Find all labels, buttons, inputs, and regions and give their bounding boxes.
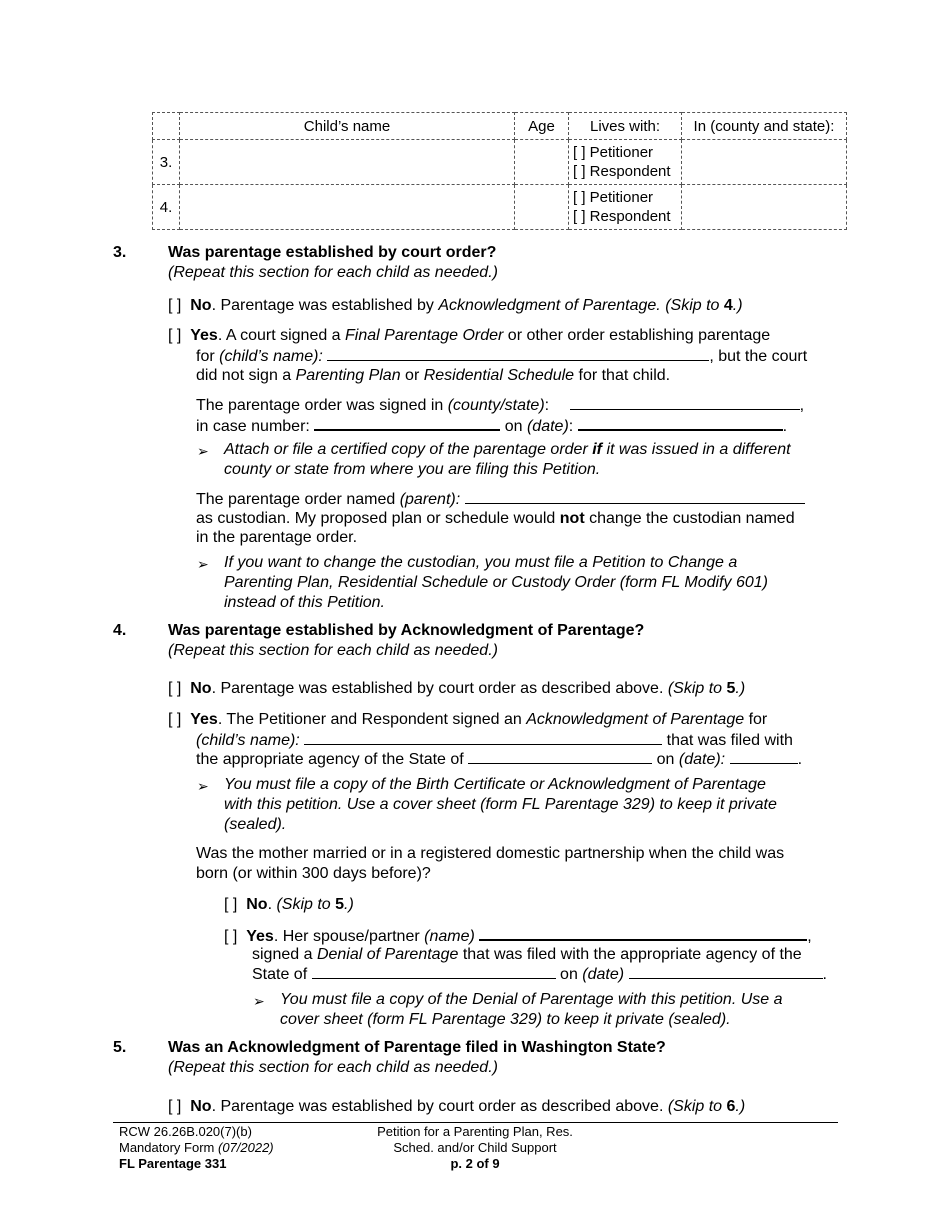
row-number: 3. [153,140,180,185]
s3-no-text: . Parentage was established by [211,297,439,314]
s3-bullet1-line1 [224,440,791,460]
s4-state-field[interactable] [468,749,652,764]
s4-filed-with: that was filed with [662,732,793,749]
s3-yes-text2: or other order establishing parentage [503,327,771,344]
age-cell[interactable] [515,140,569,185]
s3-order-signed [196,395,804,416]
section-5-title: Was an Acknowledgment of Parentage filed in Washington State? [168,1039,666,1056]
s3-case-number-label: in case number: [196,418,315,435]
footer-form-date: (07/2022) [217,1140,274,1155]
s3-yes-checkbox[interactable]: [ ] [168,327,182,344]
s4-filed-agency: that was filed with the appropriate agency of the [458,946,802,963]
s3-county-state-label: (county/state) [447,397,545,414]
footer-center [340,1124,610,1172]
s3-childs-name-field[interactable] [327,346,709,361]
s4-on: on [652,751,679,768]
s3-childs-name-label: (child’s name): [219,348,323,365]
s4-mother-yes-line3 [252,964,827,985]
s3-for-that-child: for that child. [574,367,671,384]
lives-with-cell [569,185,682,230]
s4-yes-label: Yes [190,711,218,728]
petitioner-checkbox[interactable]: [ ] Petitioner [573,144,654,161]
s5-no-checkbox[interactable]: [ ] [168,1098,182,1115]
s3-parent-label: (parent): [399,491,461,508]
s4-no-skip: (Skip to [667,680,727,697]
s4-signed-a: signed a [252,946,317,963]
s4-yes-line3 [196,749,802,770]
s3-case-number-field[interactable] [314,415,500,431]
s4-no-skip-num: 5 [726,680,736,697]
childs-name-cell[interactable] [180,140,515,185]
s4-no-option [168,679,745,699]
s4-bullet1-line2: with this petition. Use a cover sheet (form FL Parentage 329) to keep it private [224,796,777,813]
arrow-bullet-icon: ➢ [253,993,265,1009]
s3-yes-line2 [196,346,807,367]
s3-date-label: (date) [526,418,569,435]
s4-mother-line1: Was the mother married or in a registered domestic partnership when the child was [196,845,785,862]
s4-mother-yes-label: Yes [246,928,274,945]
s4-mother-no-dot: . [267,896,277,913]
s3-case-number [196,415,787,437]
s4-mother-no-end: .) [344,896,354,913]
s4-spouse-name-field[interactable] [479,925,807,941]
table-header-row [153,113,847,140]
section-5-subtitle: (Repeat this section for each child as needed.) [168,1059,498,1076]
footer-rule [113,1122,838,1123]
s3-period: . [782,418,788,435]
children-table [152,112,847,230]
s3-not: not [559,510,585,527]
s4-mother-no-checkbox[interactable]: [ ] [224,896,238,913]
s5-no-end: .) [735,1098,746,1115]
header-lives-with: Lives with: [569,113,682,140]
s4-state-of: State of [252,966,312,983]
county-state-cell[interactable] [682,140,847,185]
s4-name-label: (name) [424,928,475,945]
s5-no-text: . Parentage was established by court order as described above. [211,1098,668,1115]
s3-yes-label: Yes [190,327,218,344]
s4-yes-checkbox[interactable]: [ ] [168,711,182,728]
header-county-state: In (county and state): [682,113,847,140]
s3-order-named [196,489,805,510]
s4-yes-italic: Acknowledgment of Parentage [526,711,745,728]
s4-yes-text: . The Petitioner and Respondent signed an [217,711,527,728]
section-5-number: 5. [113,1039,127,1056]
s3-on: on [500,418,527,435]
s3-custodian-line1 [196,509,795,529]
lives-with-cell [569,140,682,185]
s3-comma: , [799,397,805,414]
s4-date-field[interactable] [730,749,798,764]
table-row [153,185,847,230]
s3-but-court: , but the court [709,348,808,365]
s3-yes-italic: Final Parentage Order [345,327,504,344]
s4-mother-line2: born (or within 300 days before)? [196,865,431,882]
s3-bullet2-line1: If you want to change the custodian, you must file a Petition to Change a [224,554,738,571]
s4-bullet1-line3: (sealed). [224,816,287,833]
s4-bullet1-line1: You must file a copy of the Birth Certificate or Acknowledgment of Parentage [224,776,766,793]
s3-yes-text: . A court signed a [217,327,346,344]
s4-denial-date-field[interactable] [629,964,823,979]
s5-no-option [168,1097,745,1117]
s4-denial-on: on [555,966,583,983]
page-number: p. 2 of 9 [450,1156,500,1171]
s3-custodian-line2: in the parentage order. [196,529,358,546]
s4-childs-name-field[interactable] [304,730,662,745]
s4-yes-option [168,710,767,730]
header-childs-name: Child’s name [180,113,515,140]
s3-date-field[interactable] [578,415,783,431]
s3-order-signed-text: The parentage order was signed in [196,397,448,414]
county-state-cell[interactable] [682,185,847,230]
header-num [153,113,180,140]
s4-denial-period: . [822,966,827,983]
s4-no-text: . Parentage was established by court order as described above. [211,680,668,697]
s4-denial-of-parentage: Denial of Parentage [316,946,459,963]
s4-comma: , [807,928,812,945]
s3-date-colon: : [568,418,574,435]
footer-title1: Petition for a Parenting Plan, Res. [377,1124,573,1139]
s3-no-label: No [190,297,212,314]
s4-denial-date-label: (date) [582,966,625,983]
s3-for: for [196,348,220,365]
s4-mother-yes-checkbox[interactable]: [ ] [224,928,238,945]
s3-yes-option [168,326,770,346]
s4-mother-yes-line2 [252,945,802,965]
s3-no-skip: . (Skip to [656,297,724,314]
s3-bullet2-line3: instead of this Petition. [224,594,385,611]
footer-form-id: FL Parentage 331 [119,1156,227,1171]
s5-no-label: No [190,1098,212,1115]
s3-parent-field[interactable] [465,489,805,504]
footer-left [119,1124,274,1172]
section-4-subtitle: (Repeat this section for each child as needed.) [168,642,498,659]
section-4-number: 4. [113,622,127,639]
footer-mandatory-text: Mandatory Form [119,1140,218,1155]
section-3-title: Was parentage established by court order? [168,244,497,261]
section-3-subtitle: (Repeat this section for each child as needed.) [168,264,498,281]
s4-mother-no-option [224,895,354,915]
s4-period: . [797,751,803,768]
s3-no-italic: Acknowledgment of Parentage [438,297,657,314]
s3-custodian-text2: change the custodian named [584,510,795,527]
s4-no-checkbox[interactable]: [ ] [168,680,182,697]
s4-mother-no-label: No [246,896,268,913]
s4-childs-name-label: (child’s name): [196,732,300,749]
s3-no-checkbox[interactable]: [ ] [168,297,182,314]
s4-agency-text: the appropriate agency of the State of [196,751,469,768]
s3-did-not-sign: did not sign a [196,367,296,384]
s4-denial-state-field[interactable] [312,964,556,979]
s4-no-end: .) [735,680,746,697]
s3-county-state-field[interactable] [570,395,800,410]
s4-no-label: No [190,680,212,697]
s4-date-label: (date): [678,751,726,768]
s3-no-skip-num: 4 [723,297,733,314]
arrow-bullet-icon: ➢ [197,443,209,459]
s3-colon: : [544,397,550,414]
childs-name-cell[interactable] [180,185,515,230]
s4-mother-no-skip-num: 5 [335,896,345,913]
section-4-title: Was parentage established by Acknowledgment of Parentage? [168,622,645,639]
petitioner-checkbox[interactable]: [ ] Petitioner [573,189,654,206]
s4-bullet2-line2: cover sheet (form FL Parentage 329) to keep it private (sealed). [280,1011,731,1028]
arrow-bullet-icon: ➢ [197,778,209,794]
table-row [153,140,847,185]
s5-no-skip: (Skip to [667,1098,727,1115]
s3-custodian-text: as custodian. My proposed plan or schedule would [196,510,560,527]
s3-or: or [400,367,424,384]
footer-rcw: RCW 26.26B.020(7)(b) [119,1124,252,1139]
s3-bullet2-line2: Parenting Plan, Residential Schedule or Custody Order (form FL Modify 601) [224,574,768,591]
s4-yes-line2 [196,730,793,751]
s3-bullet1-text2: it was issued in a different [602,441,791,458]
s3-bullet1-text: Attach or file a certified copy of the parentage order [224,441,593,458]
footer-mandatory [119,1140,274,1156]
s3-no-end: .) [732,297,743,314]
s5-no-skip-num: 6 [726,1098,736,1115]
arrow-bullet-icon: ➢ [197,556,209,572]
footer-title2: Sched. and/or Child Support [393,1140,557,1155]
section-3-number: 3. [113,244,127,261]
respondent-checkbox[interactable]: [ ] Respondent [573,208,671,225]
row-number: 4. [153,185,180,230]
s3-bullet1-if: if [592,441,602,458]
s4-mother-no-skip: (Skip to [276,896,336,913]
s4-mother-yes-option [224,925,812,947]
s3-parenting-plan: Parenting Plan [295,367,401,384]
s4-spouse-text: . Her spouse/partner [273,928,425,945]
s3-no-option [168,296,743,316]
header-age: Age [515,113,569,140]
s3-bullet1-line2: county or state from where you are filing this Petition. [224,461,601,478]
s3-order-named-text: The parentage order named [196,491,400,508]
respondent-checkbox[interactable]: [ ] Respondent [573,163,671,180]
s4-yes-for: for [744,711,768,728]
s4-bullet2-line1: You must file a copy of the Denial of Parentage with this petition. Use a [280,991,783,1008]
s3-yes-line3 [196,366,670,386]
age-cell[interactable] [515,185,569,230]
s3-residential-schedule: Residential Schedule [423,367,575,384]
